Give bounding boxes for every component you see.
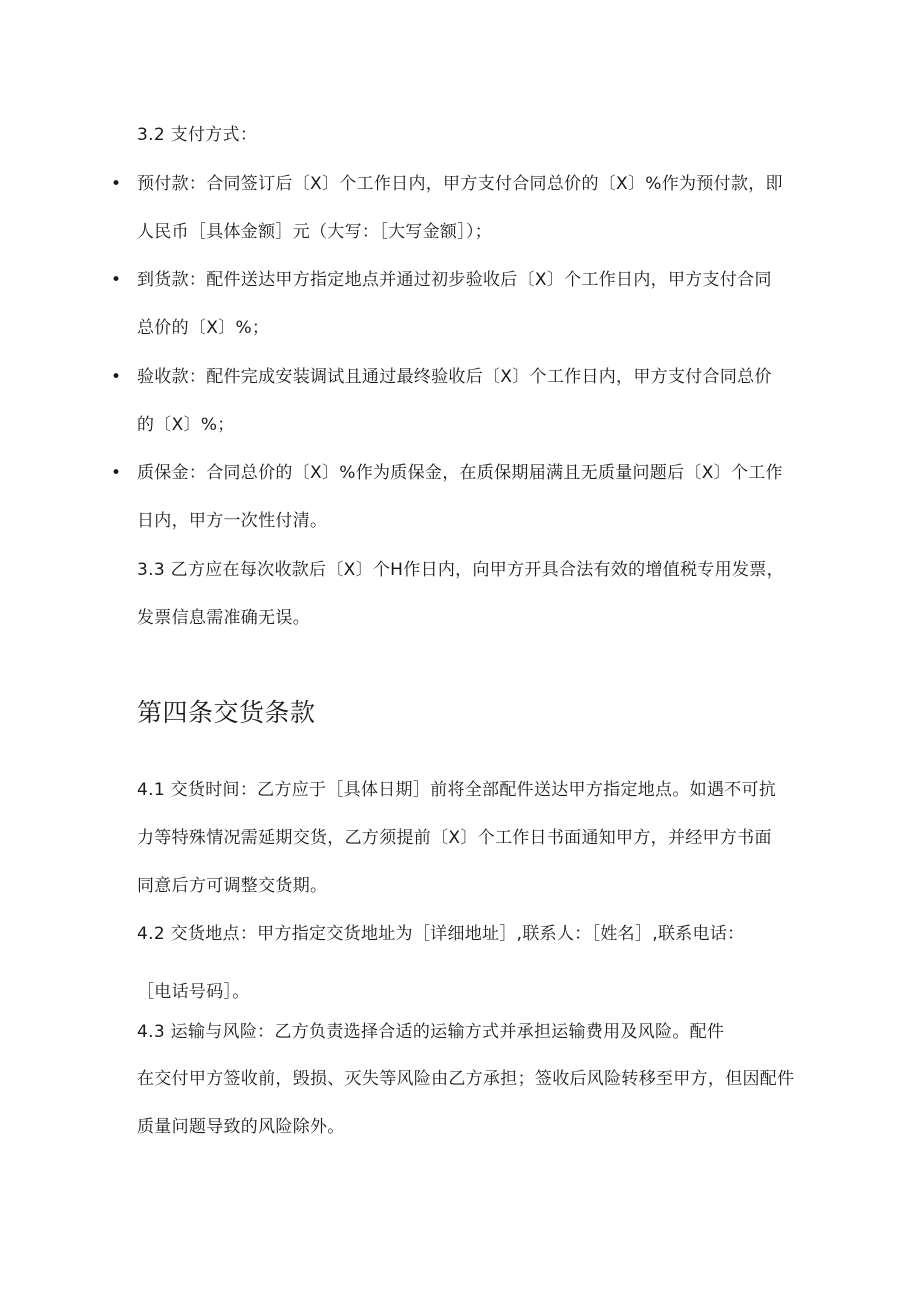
delivery-payment-line-1: 到货款：配件送达甲方指定地点并通过初步验收后〔X〕个工作日内，甲方支付合同 xyxy=(137,270,772,290)
section-4-title: 第四条交货条款 xyxy=(137,698,316,727)
bullet-marker: • xyxy=(111,174,122,194)
prepayment-line-2: 人民币［具体金额］元（大写：［大写金额］）； xyxy=(137,222,493,242)
clause-3-3-line-1: 3.3 乙方应在每次收款后〔X〕个H作日内，向甲方开具合法有效的增值税专用发票， xyxy=(137,560,784,580)
clause-4-2-line-2: ［电话号码］。 xyxy=(137,982,250,1002)
clause-4-2-line-1: 4.2 交货地点：甲方指定交货地址为［详细地址］,联系人：［姓名］,联系电话： xyxy=(137,924,745,944)
delivery-payment-line-2: 总价的〔X〕%； xyxy=(137,318,270,338)
clause-4-1-line-1: 4.1 交货时间：乙方应于［具体日期］前将全部配件送达甲方指定地点。如遇不可抗 xyxy=(137,780,777,800)
clause-4-1-line-3: 同意后方可调整交货期。 xyxy=(137,876,328,896)
clause-4-3-line-3: 质量问题导致的风险除外。 xyxy=(137,1117,345,1137)
acceptance-payment-line-2: 的〔X〕%； xyxy=(137,415,235,435)
clause-4-1-line-2: 力等特殊情况需延期交货，乙方须提前〔X〕个工作日书面通知甲方，并经甲方书面 xyxy=(137,828,772,848)
clause-4-3-line-1: 4.3 运输与风险：乙方负责选择合适的运输方式并承担运输费用及风险。配件 xyxy=(137,1022,725,1042)
bullet-marker: • xyxy=(111,270,122,290)
prepayment-line-1: 预付款：合同签订后〔X〕个工作日内，甲方支付合同总价的〔X〕%作为预付款，即 xyxy=(137,174,783,194)
bullet-marker: • xyxy=(111,367,122,387)
clause-3-2-heading: 3.2 支付方式： xyxy=(137,125,258,145)
warranty-deposit-line-2: 日内，甲方一次性付清。 xyxy=(137,511,328,531)
clause-4-3-line-2: 在交付甲方签收前，毁损、灭失等风险由乙方承担；签收后风险转移至甲方，但因配件 xyxy=(137,1069,795,1089)
warranty-deposit-line-1: 质保金：合同总价的〔X〕%作为质保金，在质保期届满且无质量问题后〔X〕个工作 xyxy=(137,463,783,483)
clause-3-3-line-2: 发票信息需准确无误。 xyxy=(137,608,310,628)
acceptance-payment-line-1: 验收款：配件完成安装调试且通过最终验收后〔X〕个工作日内，甲方支付合同总价 xyxy=(137,367,772,387)
bullet-marker: • xyxy=(111,463,122,483)
